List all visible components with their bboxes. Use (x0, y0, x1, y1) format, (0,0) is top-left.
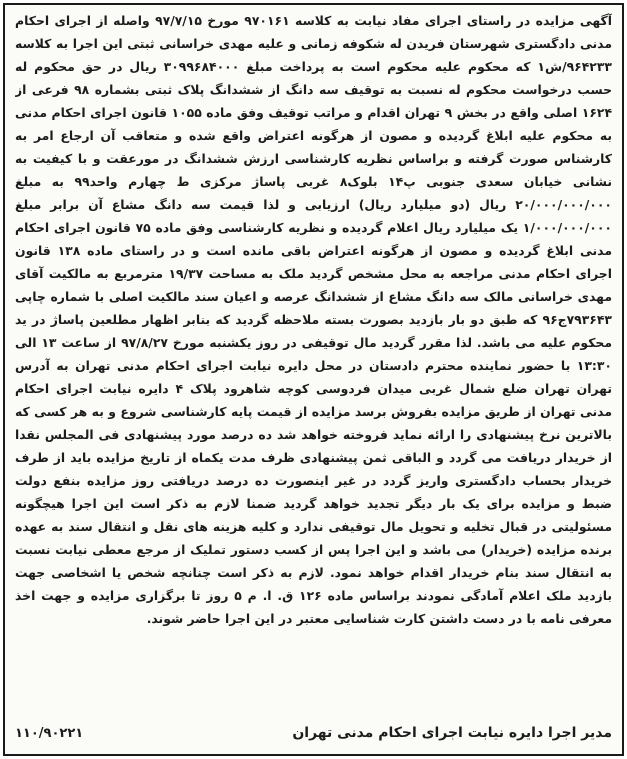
auction-notice (3, 3, 624, 756)
notice-reference-code: ۱۱۰/۹۰۲۲۱ (15, 725, 84, 741)
notice-signature: مدیر اجرا دایره نیابت اجرای احکام مدنی تهران (292, 725, 612, 741)
notice-body: آگهی مزایده در راستای اجرای مفاد نیابت به کلاسه ۹۷۰۱۶۱ مورخ ۹۷/۷/۱۵ واصله از اجرای احکام مدنی دادگستری شهرستان فریدن له شکوفه زمانی و علیه مهدی خراسانی ثبتی این اجرا به کلاسه ۹۶۴۲۳۳/ش۱ که محکوم علیه محکوم است به پرداخت مبلغ ۳۰۹۹۶۸۴۰۰۰ ریال در حق محکوم له حسب درخواست محکوم له نسبت به توقیف سه دانگ از ششدانگ پلاک ثبتی بشماره ۹۸ فرعی از ۱۶۲۴ اصلی واقع در بخش ۹ تهران اقدام و مراتب توقیف وفق ماده ۱۰۵۵ قانون اجرای احکام مدنی به محکوم علیه ابلاغ گردیده و مصون از هرگونه اعتراض واقع شده و متعاقب آن ارجاع امر به کارشناس صورت گرفته و براساس نظریه کارشناسی ارزش ششدانگ در مورعقت و با کیفیت به نشانی خیابان سعدی جنوبی پ۱۴ بلوک۸ غربی پاساژ مرکزی ط چهارم واحد۹۹ به مبلغ ۲۰/۰۰۰/۰۰۰/۰۰۰ ریال (دو میلیارد ریال) ارزیابی و لذا قیمت سه دانگ مشاع آن برابر مبلغ ۱/۰۰۰/۰۰۰/۰۰۰ یک میلیارد ریال اعلام گردیده و نظریه کارشناسی وفق ماده ۷۵ قانون اجرای احکام مدنی ابلاغ گردیده و مصون از هرگونه اعتراض باقی مانده است و در راستای ماده ۱۳۸ قانون اجرای احکام مدنی مراجعه به محل مشخص گردید ملک به مساحت ۱۹/۳۷ مترمربع به مالکیت آقای مهدی خراسانی مالک سه دانگ مشاع از ششدانگ عرصه و اعیان سند مالکیت اصلی با شماره چاپی ۷۹۳۶۴۳ج۹۶ که طبق دو بار بازدید بصورت بسته ملاحظه گردید که بنابر اظهار مطلعین پاساژ در ید محکوم علیه می باشد. لذا مقرر گردید مال توقیفی در روز یکشنبه مورخ ۹۷/۸/۲۷ از ساعت ۱۳ الی ۱۳:۳۰ با حضور نماینده محترم دادستان در محل دایره نیابت اجرای احکام مدنی تهران به آدرس تهران تهران ضلع شمال غربی میدان فردوسی کوچه شاهرود پلاک ۴ دایره نیابت اجرای احکام مدنی تهران از طریق مزایده بفروش برسد مزایده از قیمت پایه کارشناسی شروع و به هر کسی که بالاترین نرخ پیشنهادی را ارائه نماید فروخته خواهد شد ده درصد مورد پیشنهادی فی المجلس نقدا از خریدار دریافت می گردد و الباقی ثمن پیشنهادی ظرف مدت یکماه از تاریخ مزایده باید از طرف خریدار بحساب دادگستری واریز گردد در غیر اینصورت ده درصد دریافتی روز مزایده بنفع دولت ضبط و مزایده برای یک بار دیگر تجدید خواهد گردید ضمنا لازم به ذکر است این اجرا هیچگونه مسئولیتی در قبال تخلیه و تحویل مال توقیفی ندارد و کلیه هزینه های نقل و انتقال سند به عهده برنده مزایده (خریدار) می باشد و این اجرا پس از کسب دستور تملیک از مرجع معطی نیابت نسبت به انتقال سند بنام خریدار اقدام خواهد نمود. لازم به ذکر است چنانچه شخص یا اشخاصی جهت بازدید ملک اعلام آمادگی نمودند براساس ماده ۱۲۶ ق. ا. م ۵ روز تا برگزاری مزایده و جهت اخذ معرفی نامه با در دست داشتن کارت شناسایی معتبر در این اجرا حاضر شوند. (15, 13, 612, 626)
notice-footer (15, 716, 612, 750)
